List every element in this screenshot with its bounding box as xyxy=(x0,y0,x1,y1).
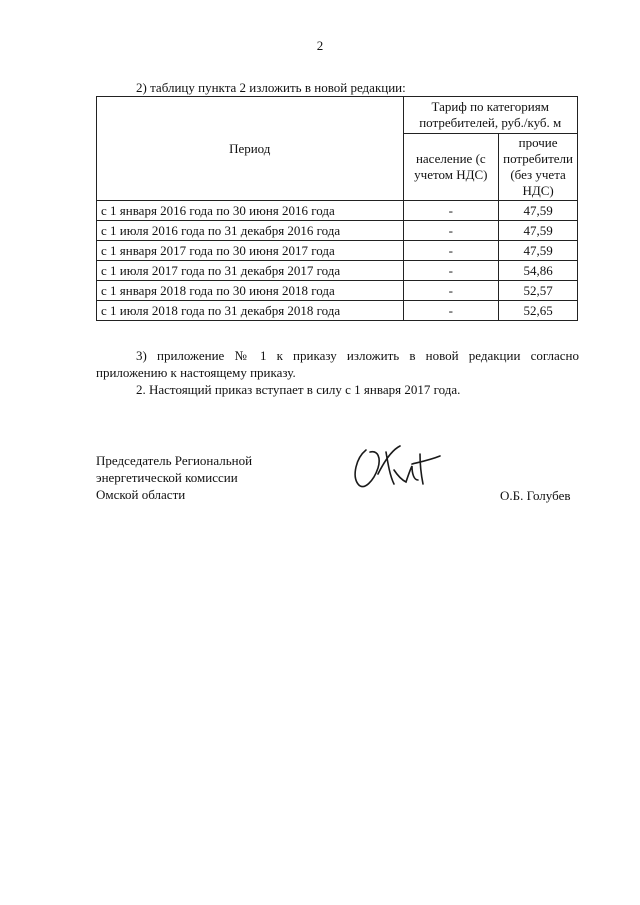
table-row xyxy=(97,281,578,301)
page-number: 2 xyxy=(316,38,324,53)
period-cell: с 1 января 2018 года по 30 июня 2018 года xyxy=(97,281,404,301)
effective-date-paragraph: 2. Настоящий приказ вступает в силу с 1 января 2017 года. xyxy=(136,382,461,397)
population-tariff-cell: - xyxy=(403,221,499,241)
period-cell: с 1 июля 2018 года по 31 декабря 2018 года xyxy=(97,301,404,321)
signer-title-line-2: энергетической комиссии xyxy=(96,470,238,485)
table-row xyxy=(97,261,578,281)
table-row xyxy=(97,221,578,241)
period-column-header: Период xyxy=(97,97,404,201)
population-column-header: население (с учетом НДС) xyxy=(403,134,499,201)
period-cell: с 1 июля 2016 года по 31 декабря 2016 года xyxy=(97,221,404,241)
other-tariff-cell: 52,57 xyxy=(499,281,578,301)
other-tariff-cell: 54,86 xyxy=(499,261,578,281)
paragraph-3-line-1: 3) приложение № 1 к приказу изложить в новой редакции согласно xyxy=(136,348,579,363)
signer-name: О.Б. Голубев xyxy=(500,488,571,503)
other-tariff-cell: 47,59 xyxy=(499,201,578,221)
signer-title-line-3: Омской области xyxy=(96,487,186,502)
table-intro-text: 2) таблицу пункта 2 изложить в новой редакции: xyxy=(136,80,406,95)
period-cell: с 1 января 2017 года по 30 июня 2017 года xyxy=(97,241,404,261)
population-tariff-cell: - xyxy=(403,201,499,221)
other-tariff-cell: 52,65 xyxy=(499,301,578,321)
signer-title-line-1: Председатель Региональной xyxy=(96,453,253,468)
other-consumers-column-header: прочие потребители (без учета НДС) xyxy=(499,134,578,201)
paragraph-3 xyxy=(96,347,579,381)
period-cell: с 1 января 2016 года по 30 июня 2016 года xyxy=(97,201,404,221)
tariff-table xyxy=(96,96,578,321)
other-tariff-cell: 47,59 xyxy=(499,241,578,261)
population-tariff-cell: - xyxy=(403,261,499,281)
table-row xyxy=(97,241,578,261)
table-row xyxy=(97,301,578,321)
population-tariff-cell: - xyxy=(403,301,499,321)
handwritten-signature xyxy=(348,440,448,496)
signer-title-block xyxy=(96,452,252,503)
tariff-group-header: Тариф по категориям потребителей, руб./куб. м xyxy=(403,97,578,134)
population-tariff-cell: - xyxy=(403,241,499,261)
table-header-row xyxy=(97,97,578,134)
table-row xyxy=(97,201,578,221)
paragraph-3-line-2: приложению к настоящему приказу. xyxy=(96,365,296,380)
population-tariff-cell: - xyxy=(403,281,499,301)
other-tariff-cell: 47,59 xyxy=(499,221,578,241)
period-cell: с 1 июля 2017 года по 31 декабря 2017 года xyxy=(97,261,404,281)
